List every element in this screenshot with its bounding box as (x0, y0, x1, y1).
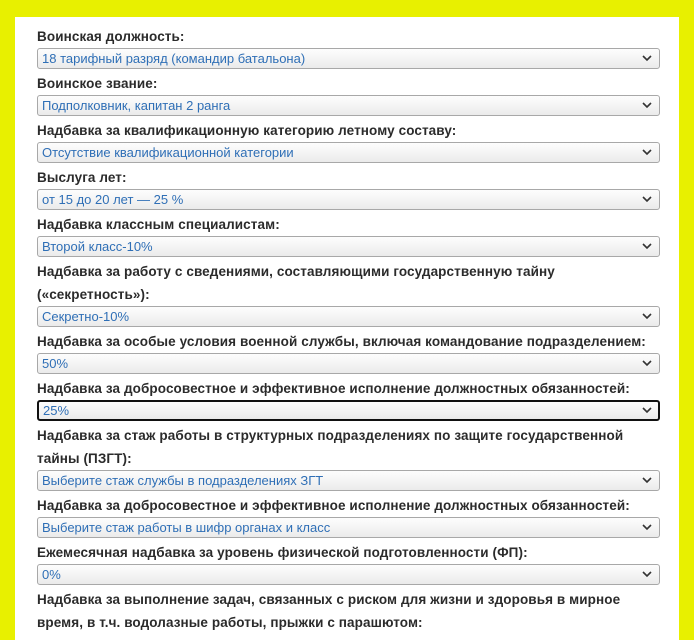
field-label-risk-tasks (37, 588, 659, 634)
physical-fitness-select[interactable] (37, 564, 660, 585)
special-conditions-select-value: 50% (42, 356, 69, 371)
field-label-secrecy (37, 260, 659, 306)
secrecy-select-value: Секретно-10% (42, 309, 130, 324)
salary-calculator-form (37, 25, 659, 634)
physical-fitness-select-value: 0% (42, 567, 61, 582)
field-label-class-specialist: Надбавка классным специалистам: (37, 217, 280, 232)
chevron-down-icon (641, 240, 653, 252)
service-years-select[interactable] (37, 189, 660, 210)
special-conditions-select[interactable] (37, 353, 660, 374)
field-label-physical-fitness: Ежемесячная надбавка за уровень физической подготовленности (ФП): (37, 545, 528, 560)
chevron-down-icon (641, 146, 653, 158)
flight-category-select[interactable] (37, 142, 660, 163)
field-label-special-conditions: Надбавка за особые условия военной службы, включая командование подразделением: (37, 334, 646, 349)
class-specialist-select-value: Второй класс-10% (42, 239, 153, 254)
conscientious-duty-select-value: 25% (43, 403, 70, 418)
field-label-pzgt-line1: Надбавка за стаж работы в структурных подразделениях по защите государственной (37, 428, 624, 443)
field-label-risk-tasks-line2: время, в т.ч. водолазные работы, прыжки с парашютом: (37, 615, 423, 630)
field-label-secrecy-line2: («секретность»): (37, 287, 150, 302)
flight-category-select-value: Отсутствие квалификационной категории (42, 145, 294, 160)
chevron-down-icon (641, 404, 653, 416)
position-select[interactable] (37, 48, 660, 69)
field-label-cipher-work: Надбавка за добросовестное и эффективное исполнение должностных обязанностей: (37, 498, 630, 513)
field-label-rank: Воинское звание: (37, 76, 158, 91)
form-panel (15, 17, 679, 640)
rank-select[interactable] (37, 95, 660, 116)
service-years-select-value: от 15 до 20 лет — 25 % (42, 192, 184, 207)
chevron-down-icon (641, 357, 653, 369)
pzgt-select-value: Выберите стаж службы в подразделениях ЗГТ (42, 473, 324, 488)
field-label-conscientious-duty: Надбавка за добросовестное и эффективное исполнение должностных обязанностей: (37, 381, 630, 396)
field-label-risk-tasks-line1: Надбавка за выполнение задач, связанных с риском для жизни и здоровья в мирное (37, 592, 621, 607)
chevron-down-icon (641, 474, 653, 486)
rank-select-value: Подполковник, капитан 2 ранга (42, 98, 231, 113)
chevron-down-icon (641, 99, 653, 111)
chevron-down-icon (641, 568, 653, 580)
position-select-value: 18 тарифный разряд (командир батальона) (42, 51, 306, 66)
cipher-work-select-value: Выберите стаж работы в шифр органах и класс (42, 520, 331, 535)
conscientious-duty-select[interactable] (37, 400, 660, 421)
field-label-flight-category: Надбавка за квалификационную категорию летному составу: (37, 123, 457, 138)
chevron-down-icon (641, 521, 653, 533)
chevron-down-icon (641, 52, 653, 64)
cipher-work-select[interactable] (37, 517, 660, 538)
secrecy-select[interactable] (37, 306, 660, 327)
field-label-position: Воинская должность: (37, 29, 185, 44)
field-label-service-years: Выслуга лет: (37, 170, 127, 185)
pzgt-select[interactable] (37, 470, 660, 491)
class-specialist-select[interactable] (37, 236, 660, 257)
chevron-down-icon (641, 310, 653, 322)
chevron-down-icon (641, 193, 653, 205)
field-label-pzgt-line2: тайны (ПЗГТ): (37, 451, 132, 466)
field-label-secrecy-line1: Надбавка за работу с сведениями, составляющими государственную тайну (37, 264, 555, 279)
field-label-pzgt (37, 424, 659, 470)
